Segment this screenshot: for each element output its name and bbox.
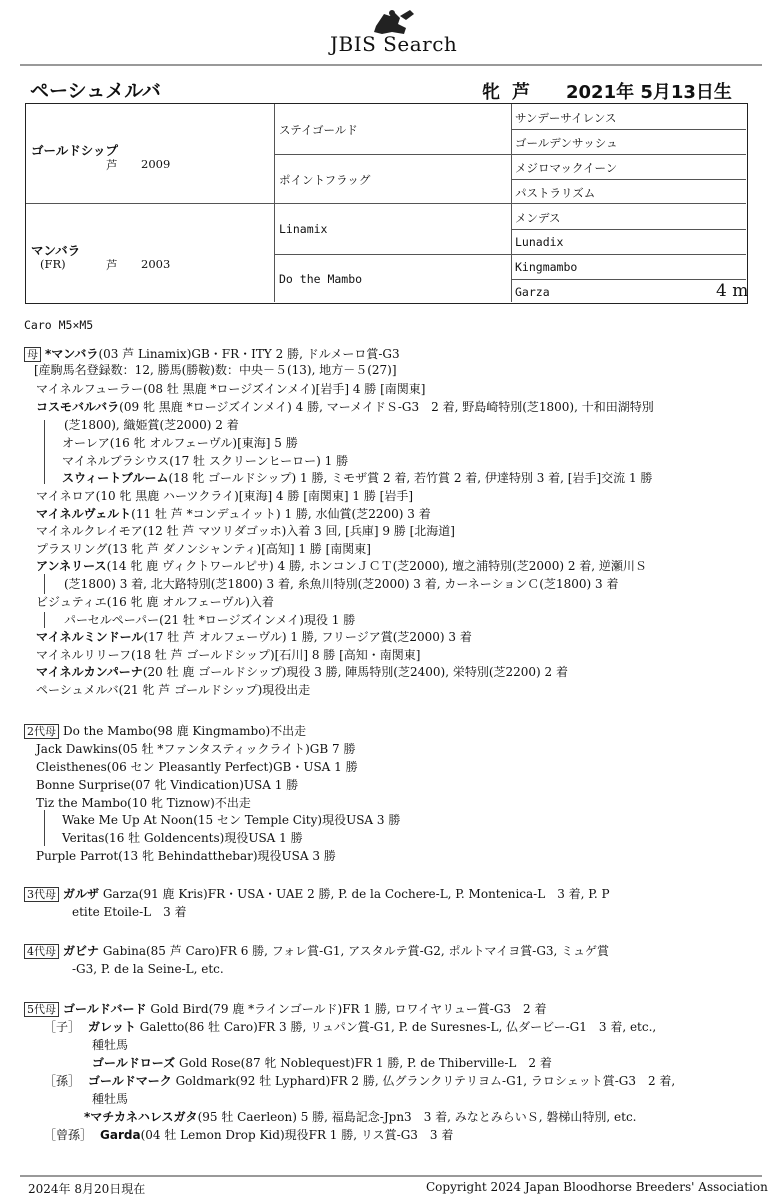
horse-sex: 牝	[482, 82, 500, 103]
entry-text: Purple Parrot(13 牝 Behindatthebar)現役USA 3 勝	[36, 849, 336, 863]
family-entry-line	[92, 1091, 128, 1107]
entry-text: Goldmark(92 牡 Lyphard)FR 2 勝, 仏グランクリテリヨム-G1, ラロシェット賞-G3 2 着,	[171, 1074, 676, 1088]
family-entry-line	[62, 470, 652, 486]
dam-color: 芦	[106, 258, 118, 272]
pedigree-divider	[274, 254, 746, 255]
horse-name: ペーシュメルバ	[30, 80, 161, 102]
family-entry-line	[44, 1127, 453, 1143]
entry-text: マイネロア(10 牝 黒鹿 ハーツクライ)[東海] 4 勝 [南関東] 1 勝 [岩手]	[36, 489, 414, 503]
horse-name-link[interactable]: ガレット	[88, 1020, 136, 1034]
horse-name-link[interactable]: ガビナ	[63, 944, 100, 958]
horse-name-link[interactable]: マイネルカンパーナ	[36, 665, 143, 679]
entry-text: ビジュティエ(16 牝 鹿 オルフェーヴル)入着	[36, 595, 274, 609]
entry-text: Do the Mambo(98 鹿 Kingmambo)不出走	[63, 724, 307, 738]
family-entry-line	[36, 848, 336, 864]
horse-name-link[interactable]: アンネリース	[36, 559, 107, 573]
entry-text: (20 牡 鹿 ゴールドシップ)現役 3 勝, 陣馬特別(芝2400), 栄特別(芝2200) 2 着	[142, 665, 569, 679]
pedigree-divider	[511, 279, 746, 280]
sire-year: 2009	[141, 157, 171, 171]
family-entry-line	[36, 381, 425, 397]
family-ancestor-line	[24, 1001, 547, 1017]
footer-divider	[20, 1175, 762, 1177]
relation-label: ［子］	[44, 1020, 81, 1034]
family-entry-line	[36, 506, 431, 522]
entry-text: オーレア(16 牝 オルフェーヴル)[東海] 5 勝	[62, 436, 298, 450]
family-entry-line	[36, 682, 310, 698]
g3-ancestor[interactable]: Kingmambo	[515, 260, 578, 274]
family-ancestor-line	[24, 346, 400, 362]
pedigree-table	[25, 103, 748, 304]
entry-text: (95 牡 Caerleon) 5 勝, 福島記念-Jpn3 3 着, みなとみらいＳ, 磐梯山特別, etc.	[197, 1110, 637, 1124]
family-entry-line	[36, 523, 455, 539]
dam-sire[interactable]: Linamix	[279, 222, 328, 236]
entry-text: (09 牝 黒鹿 *ロージズインメイ) 4 勝, マーメイドＳ-G3 2 着, 野島崎特別(芝1800), 十和田湖特別	[119, 400, 654, 414]
entry-text: 種牡馬	[92, 1092, 129, 1106]
logo-text: JBIS Search	[330, 32, 458, 56]
family-ancestor-line	[24, 886, 610, 902]
family-entry-line	[44, 1073, 675, 1089]
indent-bar	[44, 612, 45, 628]
entry-text: (03 芦 Linamix)GB・FR・ITY 2 勝, ドルメーロ賞-G3	[98, 347, 400, 361]
family-entry-line	[92, 1055, 552, 1071]
g3-ancestor[interactable]: メジロマックイーン	[515, 161, 618, 175]
generation-tag: 4代母	[24, 944, 59, 959]
dam-origin: (FR)	[40, 257, 66, 271]
family-entry-line	[36, 741, 355, 757]
entry-text: プラスリング(13 牝 芦 ダノンシャンティ)[高知] 1 勝 [南関東]	[36, 542, 371, 556]
generation-tag: 2代母	[24, 724, 59, 739]
family-entry-line	[92, 1037, 128, 1053]
family-entry-line	[36, 664, 568, 680]
entry-text: 種牡馬	[92, 1038, 129, 1052]
family-entry-line	[72, 961, 224, 977]
g3-ancestor[interactable]: パストラリズム	[515, 186, 596, 200]
entry-text: (芝1800) 3 着, 北大路特別(芝1800) 3 着, 糸魚川特別(芝2000) 3 着, カーネーションＣ(芝1800) 3 着	[64, 577, 619, 591]
entry-text: Wake Me Up At Noon(15 セン Temple City)現役USA 3 勝	[62, 813, 401, 827]
sire-name[interactable]: ゴールドシップ	[31, 143, 119, 158]
entry-text: etite Etoile-L 3 着	[72, 905, 187, 919]
family-entry-line	[62, 435, 298, 451]
family-entry-line	[34, 362, 397, 378]
indent-bar	[44, 810, 45, 846]
entry-text: (14 牝 鹿 ヴィクトワールピサ) 4 勝, ホンコンＪＣＴ(芝2000), 壇之浦特別(芝2000) 2 着, 逆瀬川Ｓ	[106, 559, 647, 573]
family-entry-line	[84, 1109, 637, 1125]
g3-ancestor[interactable]: Lunadix	[515, 235, 564, 249]
horse-name-link[interactable]: Garda	[100, 1128, 141, 1142]
family-ancestor-line	[24, 723, 306, 739]
family-entry-line	[36, 647, 420, 663]
generation-tag: 3代母	[24, 887, 59, 902]
family-entry-line	[62, 453, 348, 469]
header-divider	[20, 64, 762, 66]
horse-name-link[interactable]: ガルザ	[63, 887, 100, 901]
entry-text: マイネルフューラー(08 牡 黒鹿 *ロージズインメイ)[岩手] 4 勝 [南関東]	[36, 382, 426, 396]
entry-text: (17 牡 芦 オルフェーヴル) 1 勝, フリージア賞(芝2000) 3 着	[143, 630, 472, 644]
sire-dam[interactable]: ポイントフラッグ	[279, 173, 371, 187]
family-entry-line	[44, 1019, 656, 1035]
entry-text: (11 牡 芦 *コンデュイット) 1 勝, 水仙賞(芝2200) 3 着	[131, 507, 431, 521]
entry-text: Veritas(16 牡 Goldencents)現役USA 1 勝	[62, 831, 303, 845]
horse-color: 芦	[512, 82, 530, 103]
pedigree-divider	[26, 203, 746, 204]
generation-tag: 5代母	[24, 1002, 59, 1017]
entry-text: マイネルブラシウス(17 牡 スクリーンヒーロー) 1 勝	[62, 454, 349, 468]
inbreeding-note: Caro M5×M5	[24, 318, 94, 332]
g3-ancestor[interactable]: メンデス	[515, 211, 561, 225]
family-entry-line	[62, 812, 400, 828]
entry-text: (18 牝 ゴールドシップ) 1 勝, ミモザ賞 2 着, 若竹賞 2 着, 伊達特別 3 着, [岩手]交流 1 勝	[168, 471, 653, 485]
indent-bar	[44, 574, 45, 594]
jbis-logo[interactable]	[326, 8, 466, 54]
entry-text: Gold Bird(79 鹿 *ラインゴールド)FR 1 勝, ロワイヤリュー賞-G3 2 着	[146, 1002, 547, 1016]
family-entry-line	[62, 830, 303, 846]
horse-name-link[interactable]: スウィートブルーム	[62, 471, 169, 485]
family-entry-line	[64, 576, 618, 592]
pedigree-divider	[511, 179, 746, 180]
sire-sire[interactable]: ステイゴールド	[279, 123, 358, 137]
family-entry-line	[36, 399, 654, 415]
horse-birthdate: 2021年 5月13日生	[566, 82, 732, 103]
entry-text: [産駒馬名登録数：12, 勝馬(勝鞍)数：中央－５(13), 地方－５(27)]	[34, 363, 397, 377]
horse-name-link[interactable]: *マチカネハレスガタ	[84, 1110, 198, 1124]
entry-text: Garza(91 鹿 Kris)FR・USA・UAE 2 勝, P. de la Cochere-L, P. Montenica-L 3 着, P. P	[99, 887, 610, 901]
horse-name-link[interactable]: ゴールドバード	[63, 1002, 147, 1016]
entry-text: (芝1800), 織姫賞(芝2000) 2 着	[64, 418, 239, 432]
entry-text: Gabina(85 芦 Caro)FR 6 勝, フォレ賞-G1, アスタルテ賞-G2, ポルトマイヨ賞-G3, ミュゲ賞	[99, 944, 609, 958]
pedigree-divider	[274, 154, 746, 155]
family-entry-line	[36, 795, 251, 811]
family-entry-line	[64, 417, 239, 433]
horse-name-link[interactable]: マイネルミンドール	[36, 630, 144, 644]
family-entry-line	[72, 904, 187, 920]
family-entry-line	[36, 488, 413, 504]
family-entry-line	[36, 558, 647, 574]
entry-text: マイネルリリーフ(18 牡 芦 ゴールドシップ)[石川] 8 勝 [高知・南関東]	[36, 648, 421, 662]
family-entry-line	[36, 541, 371, 557]
entry-text: マイネルクレイモア(12 牡 芦 マツリダゴッホ)入着 3 回, [兵庫] 9 勝 [北海道]	[36, 524, 455, 538]
entry-text: Cleisthenes(06 セン Pleasantly Perfect)GB・USA 1 勝	[36, 760, 358, 774]
entry-text: Galetto(86 牡 Caro)FR 3 勝, リュパン賞-G1, P. de Suresnes-L, 仏ダービー-G1 3 着, etc.,	[135, 1020, 657, 1034]
family-entry-line	[36, 759, 358, 775]
entry-text: Jack Dawkins(05 牡 *ファンタスティックライト)GB 7 勝	[36, 742, 356, 756]
pedigree-divider	[511, 229, 746, 230]
entry-text: (04 牡 Lemon Drop Kid)現役FR 1 勝, リス賞-G3 3 着	[140, 1128, 454, 1142]
entry-text: パーセルペーパー(21 牡 *ロージズインメイ)現役 1 勝	[64, 613, 356, 627]
as-of-date: 2024年 8月20日現在	[28, 1182, 146, 1196]
g3-ancestor[interactable]: ゴールデンサッシュ	[515, 136, 618, 150]
family-entry-line	[64, 612, 355, 628]
family-ancestor-line	[24, 943, 609, 959]
horse-name-link[interactable]: マイネルヴェルト	[36, 507, 132, 521]
dam-year: 2003	[141, 257, 171, 271]
g3-ancestor[interactable]: サンデーサイレンス	[515, 111, 617, 125]
horse-name-link[interactable]: コスモバルバラ	[36, 400, 120, 414]
horse-name-link[interactable]: ゴールドマーク	[88, 1074, 172, 1088]
entry-text: Gold Rose(87 牝 Noblequest)FR 1 勝, P. de Thiberville-L 2 着	[175, 1056, 552, 1070]
indent-bar	[44, 420, 45, 484]
family-entry-line	[36, 777, 298, 793]
entry-text: ペーシュメルバ(21 牝 芦 ゴールドシップ)現役出走	[36, 683, 311, 697]
entry-text: Tiz the Mambo(10 牝 Tiznow)不出走	[36, 796, 251, 810]
horse-name-link[interactable]: *マンバラ	[45, 347, 99, 361]
g3-ancestor[interactable]: Garza	[515, 285, 550, 299]
dam-name[interactable]: マンバラ	[31, 243, 81, 258]
horse-name-link[interactable]: ゴールドローズ	[92, 1056, 176, 1070]
relation-label: ［孫］	[44, 1074, 81, 1088]
copyright: Copyright 2024 Japan Bloodhorse Breeders' Association	[426, 1180, 768, 1194]
pedigree-divider	[511, 129, 746, 130]
sire-color: 芦	[106, 158, 118, 172]
family-number: 4 m	[716, 281, 749, 301]
family-entry-line	[36, 594, 274, 610]
family-entry-line	[36, 629, 472, 645]
dam-dam[interactable]: Do the Mambo	[279, 272, 363, 286]
relation-label: ［曾孫］	[44, 1128, 93, 1142]
entry-text: -G3, P. de la Seine-L, etc.	[72, 962, 224, 976]
entry-text: Bonne Surprise(07 牝 Vindication)USA 1 勝	[36, 778, 299, 792]
generation-tag: 母	[24, 347, 41, 362]
